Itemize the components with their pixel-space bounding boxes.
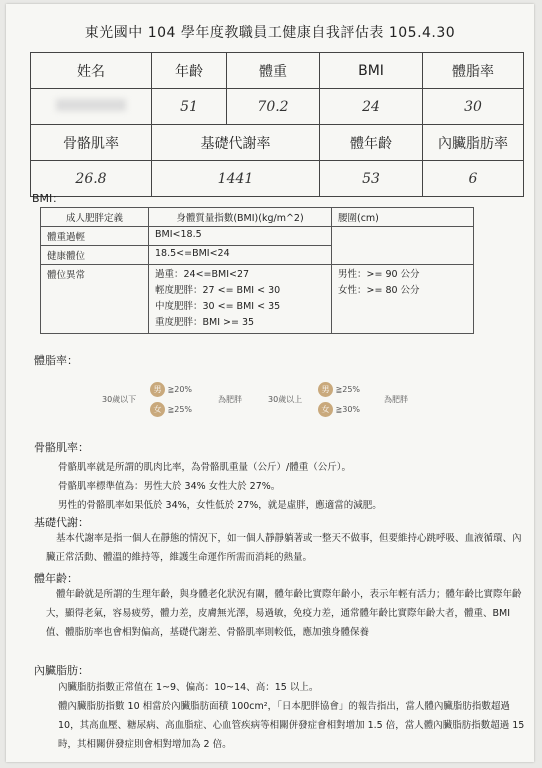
value-row-2 bbox=[31, 161, 524, 197]
bmi-header-row bbox=[41, 208, 474, 227]
header-bodyfat: 體脂率 bbox=[423, 53, 524, 89]
metabolism-text: 基本代謝率是指一個人在靜態的情況下，如一個人靜靜躺著或一整天不做事，但要維持心跳呼吸、血液循環、內臟正常活動、體溫的維持等，維護生命運作所需而消耗的熱量。 bbox=[46, 533, 522, 563]
visceral-label: 內臟脂肪： bbox=[34, 664, 89, 677]
header-name: 姓名 bbox=[31, 53, 152, 89]
bmi-row-waist bbox=[332, 265, 474, 334]
redacted-name bbox=[56, 99, 126, 111]
header-muscle: 骨骼肌率 bbox=[31, 125, 152, 161]
waist-male: 男性：>= 90 公分 bbox=[338, 269, 420, 280]
under30-label: 30歲以下 bbox=[102, 395, 137, 404]
over30-female-value: ≧30% bbox=[335, 405, 361, 414]
under30-male bbox=[150, 382, 192, 397]
muscle-text bbox=[58, 458, 528, 515]
value-body-age: 53 bbox=[320, 161, 423, 197]
header-row-2 bbox=[31, 125, 524, 161]
bmi-row-name: 體位異常 bbox=[41, 265, 149, 334]
health-table bbox=[30, 52, 524, 197]
bodyage-text: 體年齡就是所謂的生理年齡，與身體老化狀況有關，體年齡比實際年齡小，表示年輕有活力；體年齡比實際年齡大，顯得老氣，容易疲勞，體力差，皮膚無光澤，易過敏，免疫力差，通常體年齡比實際年齡大者，體重、BMI 值、體脂肪率也會相對偏高，基礎代謝差、骨骼肌率則較低，應加強身體保養 bbox=[46, 589, 522, 638]
bmi-row-abnormal bbox=[41, 265, 474, 334]
bmi-col-waist: 腰圍(cm) bbox=[332, 208, 474, 227]
document-sheet bbox=[6, 4, 534, 762]
bmi-col-index: 身體質量指數(BMI)(kg/m^2) bbox=[149, 208, 332, 227]
bmi-label: BMI： bbox=[32, 192, 64, 205]
value-row-1 bbox=[31, 89, 524, 125]
bmi-row-value bbox=[149, 265, 332, 334]
value-bmi: 24 bbox=[320, 89, 423, 125]
female-badge: 女 bbox=[150, 402, 165, 417]
male-badge: 男 bbox=[150, 382, 165, 397]
header-metabolism: 基礎代謝率 bbox=[152, 125, 320, 161]
header-body-age: 體年齡 bbox=[320, 125, 423, 161]
value-weight: 70.2 bbox=[227, 89, 320, 125]
male-badge: 男 bbox=[318, 382, 333, 397]
under30-male-value: ≧20% bbox=[167, 385, 193, 394]
bmi-row-underweight bbox=[41, 227, 474, 246]
metabolism-label: 基礎代謝： bbox=[34, 516, 89, 529]
waist-female: 女性：>= 80 公分 bbox=[338, 285, 420, 296]
under30-female-value: ≧25% bbox=[167, 405, 193, 414]
bmi-row-waist-empty bbox=[332, 227, 474, 265]
bmi-severe-obese: 重度肥胖：BMI >= 35 bbox=[155, 317, 255, 328]
muscle-line-1: 骨骼肌率就是所謂的肌肉比率，為骨骼肌重量（公斤）/體重（公斤）。 bbox=[58, 462, 351, 473]
bmi-row-value: 18.5<=BMI<24 bbox=[149, 246, 332, 265]
bmi-mild-obese: 輕度肥胖：27 <= BMI < 30 bbox=[155, 285, 281, 296]
visceral-text: 體內臟脂肪指數 10 相當於內臟脂肪面積 100cm²，「日本肥胖協會」的報告指出，當人體內臟脂肪指數超過 10，其高血壓、糖尿病、高血脂症、心血管疾病等相關併發症會相對增加 1.5 倍，當人體內臟脂肪指數超過 15 時，其相關併發症則會相對增加為 2 倍。 bbox=[58, 701, 525, 750]
bmi-overweight: 過重：24<=BMI<27 bbox=[155, 269, 250, 280]
header-weight: 體重 bbox=[227, 53, 320, 89]
value-bodyfat: 30 bbox=[423, 89, 524, 125]
under30-female bbox=[150, 402, 192, 417]
visceral-line-1: 內臟脂肪指數正常值在 1~9、偏高：10~14、高：15 以上。 bbox=[58, 682, 319, 693]
header-row-1 bbox=[31, 53, 524, 89]
bmi-col-definition: 成人肥胖定義 bbox=[41, 208, 149, 227]
muscle-line-2: 骨骼肌率標準值為：男性大於 34% 女性大於 27%。 bbox=[58, 481, 281, 492]
muscle-line-3: 男性的骨骼肌率如果低於 34%，女性低於 27%，就是虛胖，應適當的減肥。 bbox=[58, 500, 382, 511]
value-visceral: 6 bbox=[423, 161, 524, 197]
bmi-row-name: 體重過輕 bbox=[41, 227, 149, 246]
value-name bbox=[31, 89, 152, 125]
document-title: 東光國中 104 學年度教職員工健康自我評估表 105.4.30 bbox=[84, 25, 456, 41]
over30-male-value: ≧25% bbox=[335, 385, 361, 394]
bmi-row-value: BMI<18.5 bbox=[149, 227, 332, 246]
under30-obese: 為肥胖 bbox=[218, 395, 242, 404]
value-muscle: 26.8 bbox=[31, 161, 152, 197]
bmi-moderate-obese: 中度肥胖：30 <= BMI < 35 bbox=[155, 301, 281, 312]
muscle-label: 骨骼肌率： bbox=[34, 441, 89, 454]
bmi-row-name: 健康體位 bbox=[41, 246, 149, 265]
header-age: 年齡 bbox=[152, 53, 227, 89]
bmi-table bbox=[40, 207, 474, 334]
over30-label: 30歲以上 bbox=[268, 395, 303, 404]
over30-obese: 為肥胖 bbox=[384, 395, 408, 404]
header-visceral: 內臟脂肪率 bbox=[423, 125, 524, 161]
value-metabolism: 1441 bbox=[152, 161, 320, 197]
value-age: 51 bbox=[152, 89, 227, 125]
over30-female bbox=[318, 402, 360, 417]
female-badge: 女 bbox=[318, 402, 333, 417]
bodyage-label: 體年齡： bbox=[34, 572, 78, 585]
over30-male bbox=[318, 382, 360, 397]
header-bmi: BMI bbox=[320, 53, 423, 89]
bodyfat-label: 體脂率： bbox=[34, 354, 78, 367]
